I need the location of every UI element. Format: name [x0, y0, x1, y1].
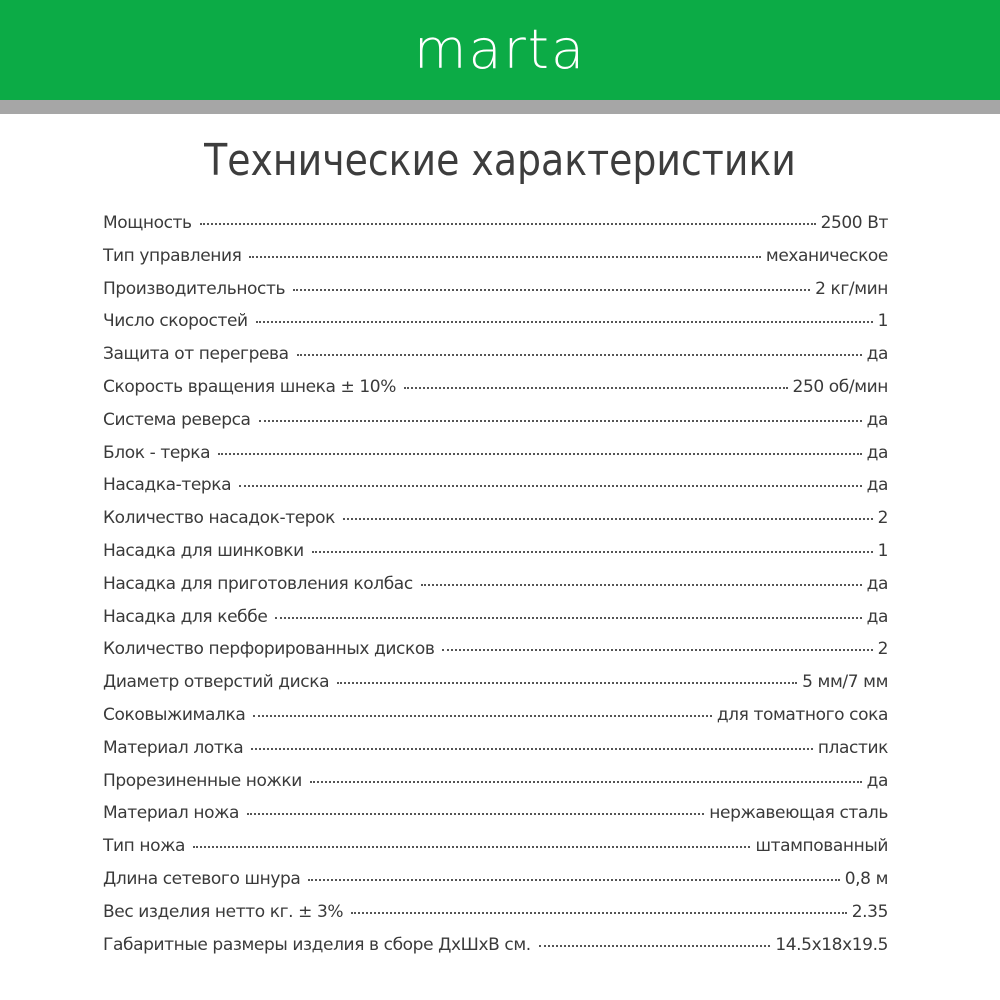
dot-leader — [247, 813, 704, 815]
dot-leader — [251, 748, 813, 750]
spec-list — [103, 207, 888, 961]
spec-value: 0,8 м — [844, 868, 888, 889]
spec-value: да — [866, 409, 888, 430]
spec-row — [103, 437, 888, 470]
spec-value: да — [866, 442, 888, 463]
spec-label: Система реверса — [103, 409, 251, 430]
dot-leader — [308, 879, 839, 881]
spec-label: Материал лотка — [103, 737, 244, 758]
spec-value: 2 кг/мин — [815, 278, 888, 299]
header-divider-stripe — [0, 100, 1000, 114]
spec-row — [103, 830, 888, 863]
spec-value: да — [866, 573, 888, 594]
spec-row — [103, 207, 888, 240]
spec-row — [103, 469, 888, 502]
spec-value: 5 мм/7 мм — [802, 672, 888, 693]
spec-label: Насадка для шинковки — [103, 540, 304, 561]
dot-leader — [218, 453, 861, 455]
spec-row — [103, 896, 888, 929]
dot-leader — [193, 846, 750, 848]
spec-value: 2500 Вт — [820, 213, 888, 233]
spec-label: Насадка-терка — [103, 475, 232, 496]
spec-label: Защита от перегрева — [103, 344, 289, 365]
dot-leader — [337, 682, 797, 684]
spec-value: да — [866, 475, 888, 496]
spec-row — [103, 765, 888, 798]
spec-row — [103, 305, 888, 338]
spec-label: Тип ножа — [103, 836, 185, 857]
spec-row — [103, 371, 888, 404]
dot-leader — [256, 321, 873, 323]
spec-value: 1 — [877, 311, 888, 332]
spec-row — [103, 601, 888, 634]
spec-value: да — [866, 606, 888, 627]
spec-label: Материал ножа — [103, 803, 240, 824]
spec-value: да — [866, 770, 888, 791]
spec-label: Количество перфорированных дисков — [103, 639, 435, 660]
dot-leader — [421, 584, 862, 586]
spec-label: Скорость вращения шнека ± 10% — [103, 376, 396, 397]
spec-value: 2.35 — [851, 901, 888, 922]
spec-label: Диаметр отверстий диска — [103, 672, 330, 693]
spec-label: Количество насадок-терок — [103, 508, 336, 529]
spec-value: механическое — [765, 245, 888, 266]
spec-value: штампованный — [755, 836, 888, 857]
dot-leader — [253, 715, 711, 717]
spec-value: пластик — [817, 737, 888, 758]
spec-label: Вес изделия нетто кг. ± 3% — [103, 901, 344, 922]
spec-row — [103, 240, 888, 273]
spec-label: Число скоростей — [103, 311, 248, 332]
spec-row — [103, 797, 888, 830]
spec-row — [103, 273, 888, 306]
dot-leader — [442, 649, 872, 651]
dot-leader — [312, 551, 873, 553]
dot-leader — [249, 256, 760, 258]
spec-value: да — [866, 344, 888, 365]
spec-label: Мощность — [103, 213, 192, 233]
brand-logo: marta — [413, 18, 587, 81]
spec-label: Габаритные размеры изделия в сборе ДхШхВ см. — [103, 934, 531, 955]
dot-leader — [259, 420, 862, 422]
spec-row — [103, 732, 888, 765]
spec-value: 2 — [877, 508, 888, 529]
spec-row — [103, 666, 888, 699]
spec-row — [103, 863, 888, 896]
spec-row — [103, 568, 888, 601]
spec-value: для томатного сока — [716, 704, 888, 725]
spec-label: Длина сетевого шнура — [103, 868, 301, 889]
page-title: Технические характеристики — [204, 135, 796, 186]
spec-row — [103, 699, 888, 732]
spec-row — [103, 338, 888, 371]
spec-value: нержавеющая сталь — [709, 803, 888, 824]
spec-label: Насадка для кеббе — [103, 606, 268, 627]
spec-row — [103, 929, 888, 962]
spec-row — [103, 502, 888, 535]
brand-header — [0, 0, 1000, 100]
spec-label: Насадка для приготовления колбас — [103, 573, 413, 594]
spec-value: 1 — [877, 540, 888, 561]
dot-leader — [539, 945, 771, 947]
spec-label: Тип управления — [103, 245, 242, 266]
spec-label: Прорезиненные ножки — [103, 770, 302, 791]
spec-row — [103, 404, 888, 437]
spec-value: 2 — [877, 639, 888, 660]
spec-row — [103, 535, 888, 568]
spec-value: 14.5х18х19.5 — [775, 934, 888, 955]
dot-leader — [275, 617, 861, 619]
dot-leader — [404, 387, 788, 389]
dot-leader — [293, 289, 810, 291]
spec-label: Соковыжималка — [103, 704, 246, 725]
spec-value: 250 об/мин — [792, 376, 888, 397]
dot-leader — [297, 354, 862, 356]
dot-leader — [239, 485, 861, 487]
spec-row — [103, 633, 888, 666]
dot-leader — [351, 912, 847, 914]
spec-label: Блок - терка — [103, 442, 211, 463]
dot-leader — [343, 518, 873, 520]
dot-leader — [310, 781, 862, 783]
spec-label: Производительность — [103, 278, 286, 299]
dot-leader — [200, 223, 816, 225]
